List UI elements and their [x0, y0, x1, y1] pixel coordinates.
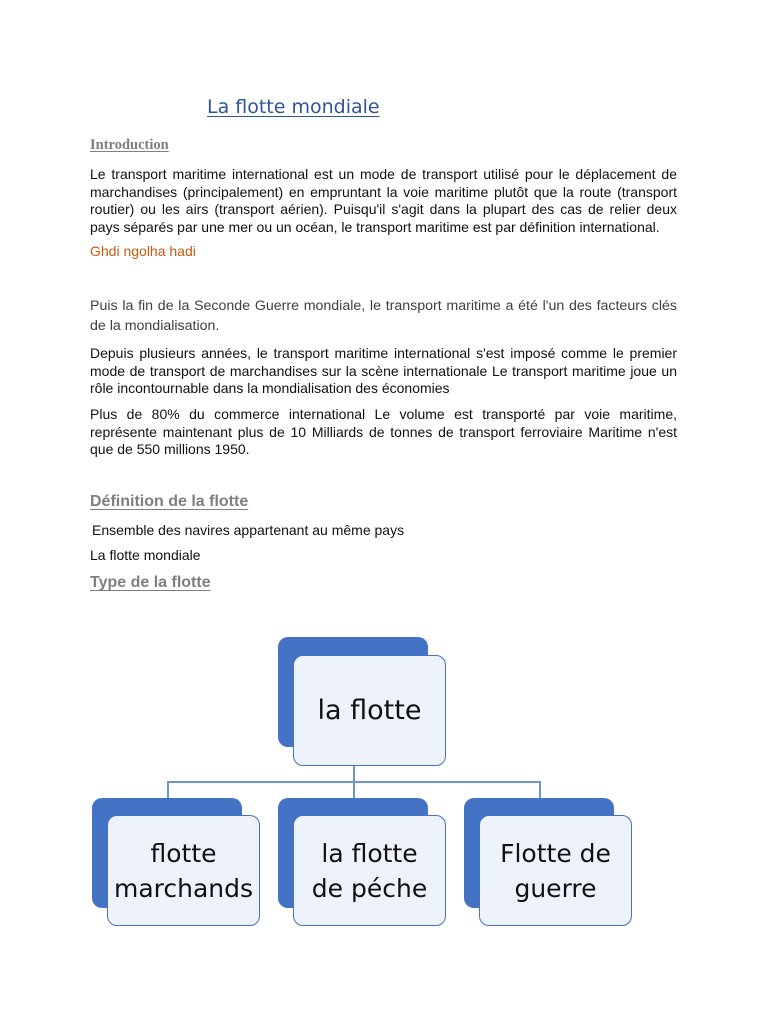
definition-heading: Définition de la flotte — [90, 493, 249, 510]
child-node-war: Flotte de guerre — [479, 815, 632, 926]
definition-line-2: La flotte mondiale — [90, 547, 201, 563]
paragraph-post-war: Puis la fin de la Seconde Guerre mondiale, le transport maritime a été l'un des facteurs clés de la mondialisation. — [90, 298, 677, 334]
page-title: La flotte mondiale — [207, 96, 380, 118]
orange-note: Ghdi ngolha hadi — [90, 243, 196, 259]
child-node-fishing: la flotte de péche — [293, 815, 446, 926]
type-heading: Type de la flotte — [90, 574, 211, 591]
introduction-heading: Introduction — [90, 137, 169, 153]
connector-right — [539, 781, 541, 798]
definition-text: Ensemble des navires appartenant au même pays — [92, 522, 405, 538]
connector-middle — [353, 781, 355, 798]
paragraph-years: Depuis plusieurs années, le transport maritime international s'est imposé comme le premier mode de transport de marchandises sur la scène internationale Le transport maritime joue un rôle incontournable dans la mondialisation des économies — [90, 345, 677, 396]
paragraph-volume: Plus de 80% du commerce international Le volume est transporté par voie maritime, représente maintenant plus de 10 Milliards de tonnes de transport ferroviaire Maritime n'est que de 550 millions 1950. — [90, 406, 677, 457]
paragraph-intro: Le transport maritime international est un mode de transport utilisé pour le déplacement de marchandises (principalement) en empruntant la voie maritime plutôt que la route (transport routier) ou les airs (transport aérien). Puisqu'il s'agit dans la plupart des cas de relier deux pays séparés par une mer ou un océan, le transport maritime est par définition international. — [90, 166, 677, 235]
connector-left — [167, 781, 169, 798]
root-node: la flotte — [293, 655, 446, 766]
child-node-merchant: flotte marchands — [107, 815, 260, 926]
connector-root-stem — [353, 765, 355, 782]
